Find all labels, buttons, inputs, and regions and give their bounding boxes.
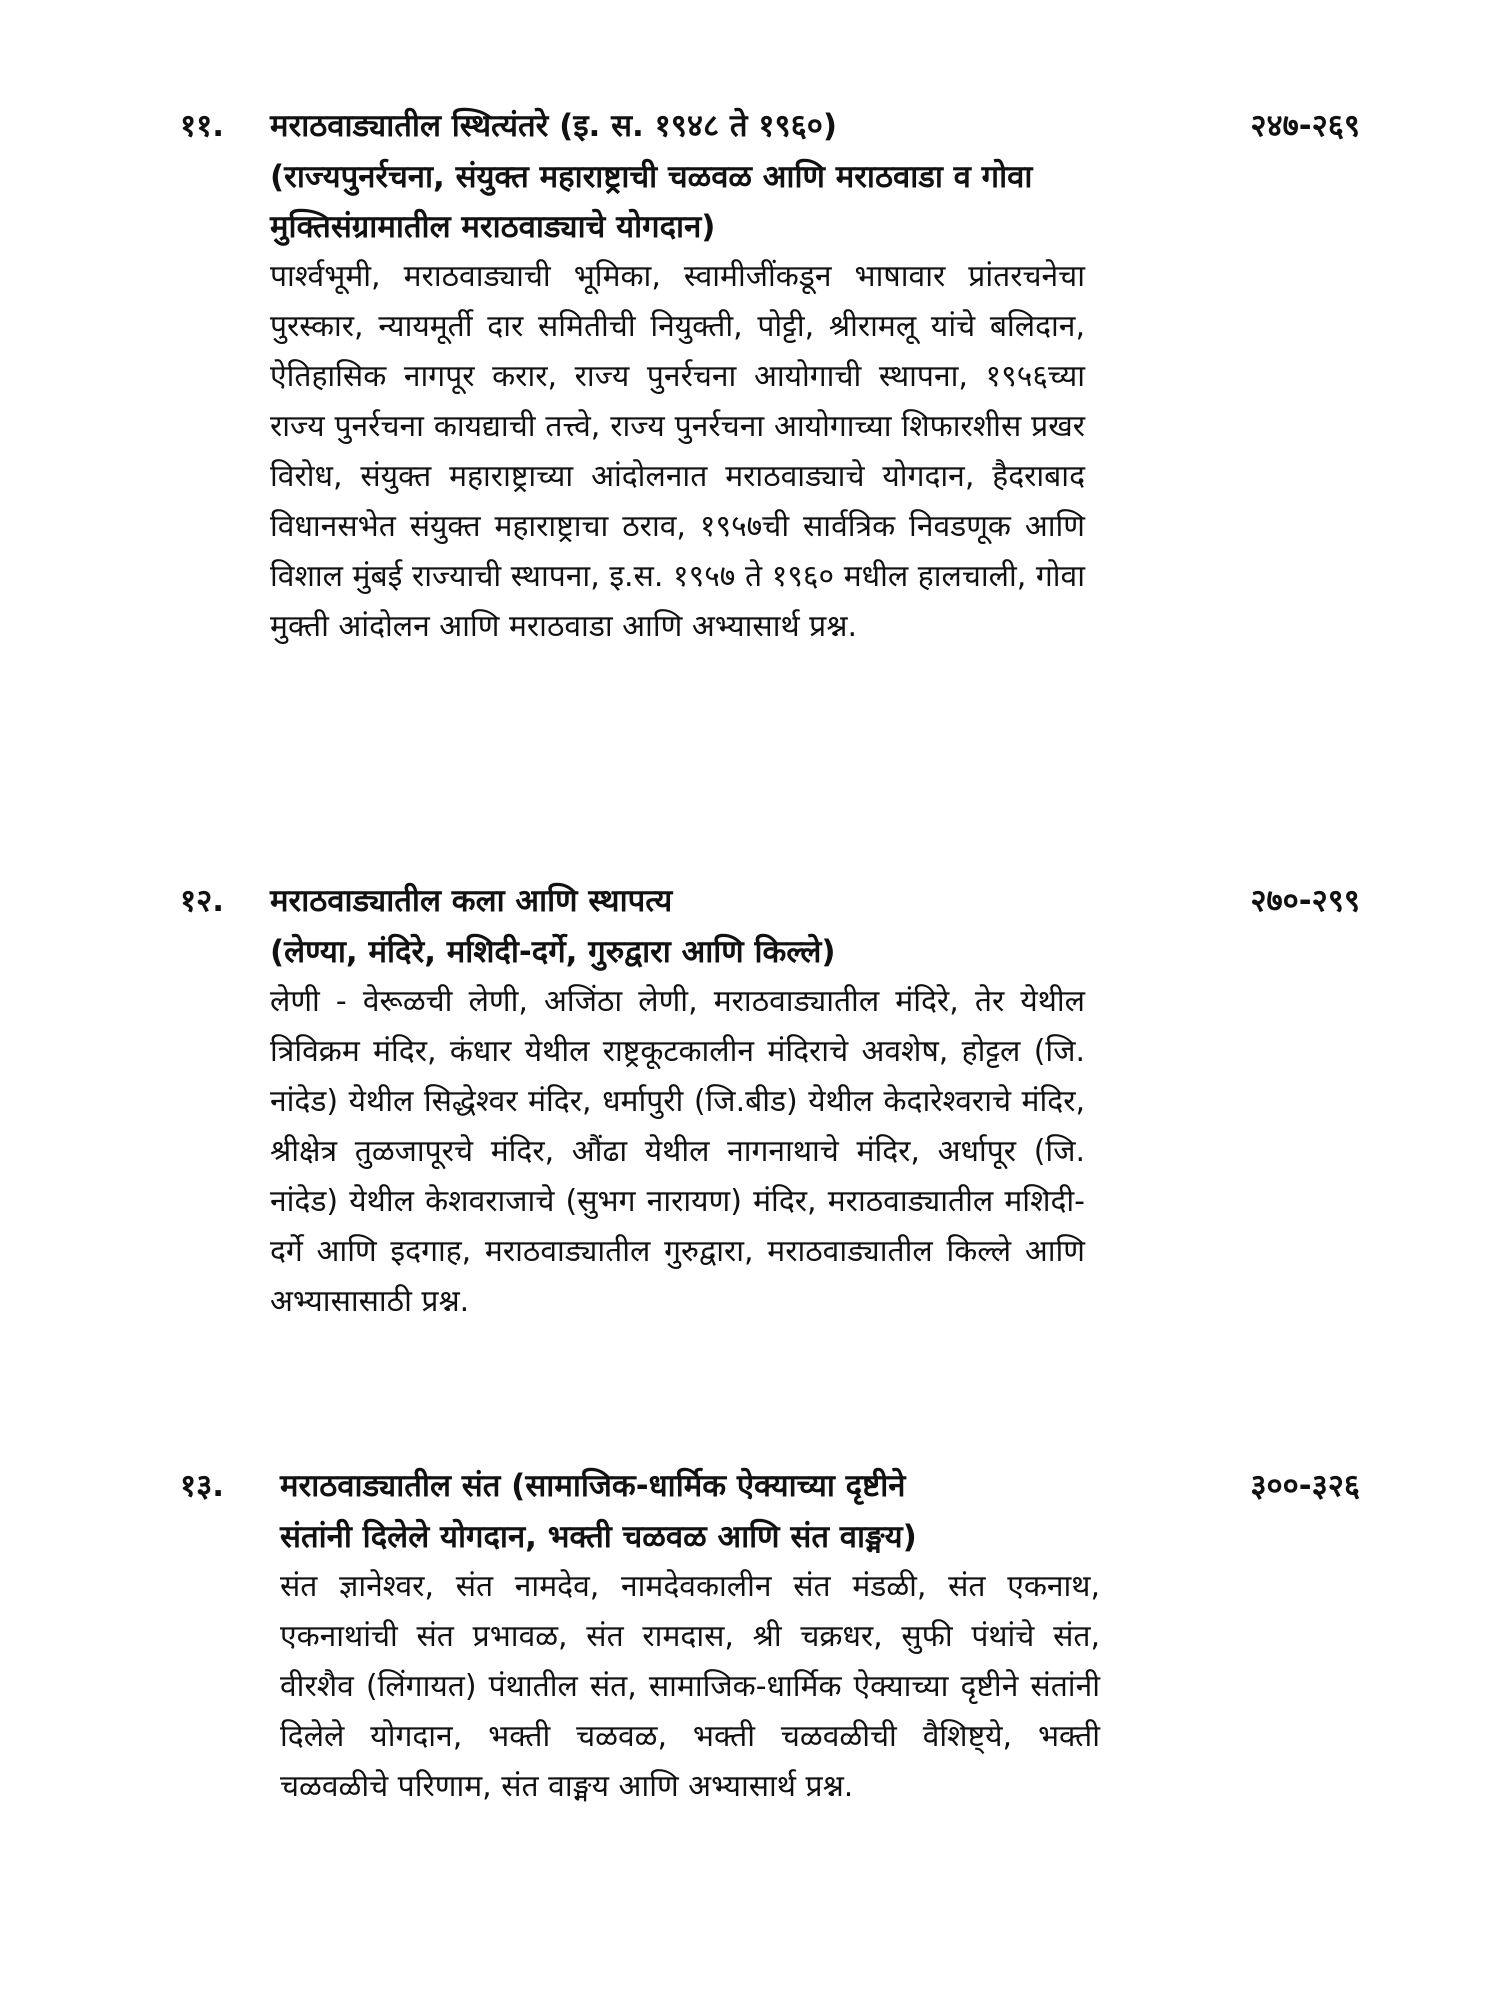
chapter-topics: लेणी - वेरूळची लेणी, अजिंठा लेणी, मराठवाड्यातील मंदिरे, तेर येथील त्रिविक्रम मंदिर, कंधार येथील राष्ट्रकूटकालीन मंदिराचे अवशेष, होट्टल (जि. नांदेड) येथील सिद्धेश्वर मंदिर, धर्मापुरी (जि.बीड) येथील केदारेश्वराचे मंदिर, श्रीक्षेत्र तुळजापूरचे मंदिर, औंढा येथील नागनाथाचे मंदिर, अर्धापूर (जि. नांदेड) येथील केशवराजाचे (सुभग नारायण) मंदिर, मराठवाड्यातील मशिदी-दर्गे आणि इदगाह, मराठवाड्यातील गुरुद्वारा, मराठवाड्यातील किल्ले आणि अभ्यासासाठी प्रश्न. bbox=[270, 984, 1085, 1319]
page-range: ३००-३२६ bbox=[1250, 1468, 1360, 1504]
toc-entry-13 bbox=[170, 1460, 1360, 1812]
toc-entry-12 bbox=[170, 875, 1360, 1327]
chapter-number: ११. bbox=[180, 108, 225, 144]
chapter-number: १२. bbox=[180, 883, 225, 919]
chapter-title: मराठवाड्यातील कला आणि स्थापत्य bbox=[270, 883, 673, 919]
entry-heading bbox=[170, 100, 1360, 152]
chapter-number: १३. bbox=[180, 1468, 225, 1504]
chapter-topics: संत ज्ञानेश्वर, संत नामदेव, नामदेवकालीन संत मंडळी, संत एकनाथ, एकनाथांची संत प्रभावळ, संत रामदास, श्री चक्रधर, सुफी पंथांचे संत, वीरशैव (लिंगायत) पंथातील संत, सामाजिक-धार्मिक ऐक्याच्या दृष्टीने संतांनी दिलेले योगदान, भक्ती चळवळ, भक्ती चळवळीची वैशिष्ट्ये, भक्ती चळवळीचे परिणाम, संत वाङ्मय आणि अभ्यासार्थ प्रश्न. bbox=[280, 1569, 1100, 1804]
chapter-subtitle: संतांनी दिलेले योगदान, भक्ती चळवळ आणि संत वाङ्मय) bbox=[280, 1519, 917, 1555]
chapter-subtitle: (राज्यपुनर्रचना, संयुक्त महाराष्ट्राची चळवळ आणि मराठवाडा व गोवा मुक्तिसंग्रामातील मराठवाड्याचे योगदान) bbox=[270, 159, 1033, 245]
entry-heading bbox=[170, 875, 1360, 927]
entry-heading bbox=[170, 1460, 1360, 1512]
chapter-topics: पार्श्वभूमी, मराठवाड्याची भूमिका, स्वामीजींकडून भाषावार प्रांतरचनेचा पुरस्कार, न्यायमूर्ती दार समितीची नियुक्ती, पोट्टी, श्रीरामलू यांचे बलिदान, ऐतिहासिक नागपूर करार, राज्य पुनर्रचना आयोगाची स्थापना, १९५६च्या राज्य पुनर्रचना कायद्याची तत्त्वे, राज्य पुनर्रचना आयोगाच्या शिफारशीस प्रखर विरोध, संयुक्त महाराष्ट्राच्या आंदोलनात मराठवाड्याचे योगदान, हैदराबाद विधानसभेत संयुक्त महाराष्ट्राचा ठराव, १९५७ची सार्वत्रिक निवडणूक आणि विशाल मुंबई राज्याची स्थापना, इ.स. १९५७ ते १९६० मधील हालचाली, गोवा मुक्ती आंदोलन आणि मराठवाडा आणि अभ्यासार्थ प्रश्न. bbox=[270, 259, 1085, 644]
page-range: २७०-२९९ bbox=[1250, 883, 1360, 919]
chapter-subtitle: (लेण्या, मंदिरे, मशिदी-दर्गे, गुरुद्वारा आणि किल्ले) bbox=[270, 934, 836, 970]
chapter-title: मराठवाड्यातील स्थित्यंतरे (इ. स. १९४८ ते १९६०) bbox=[270, 108, 838, 144]
page-range: २४७-२६९ bbox=[1250, 108, 1360, 144]
toc-entry-11 bbox=[170, 100, 1360, 652]
chapter-title: मराठवाड्यातील संत (सामाजिक-धार्मिक ऐक्याच्या दृष्टीने bbox=[280, 1468, 906, 1504]
